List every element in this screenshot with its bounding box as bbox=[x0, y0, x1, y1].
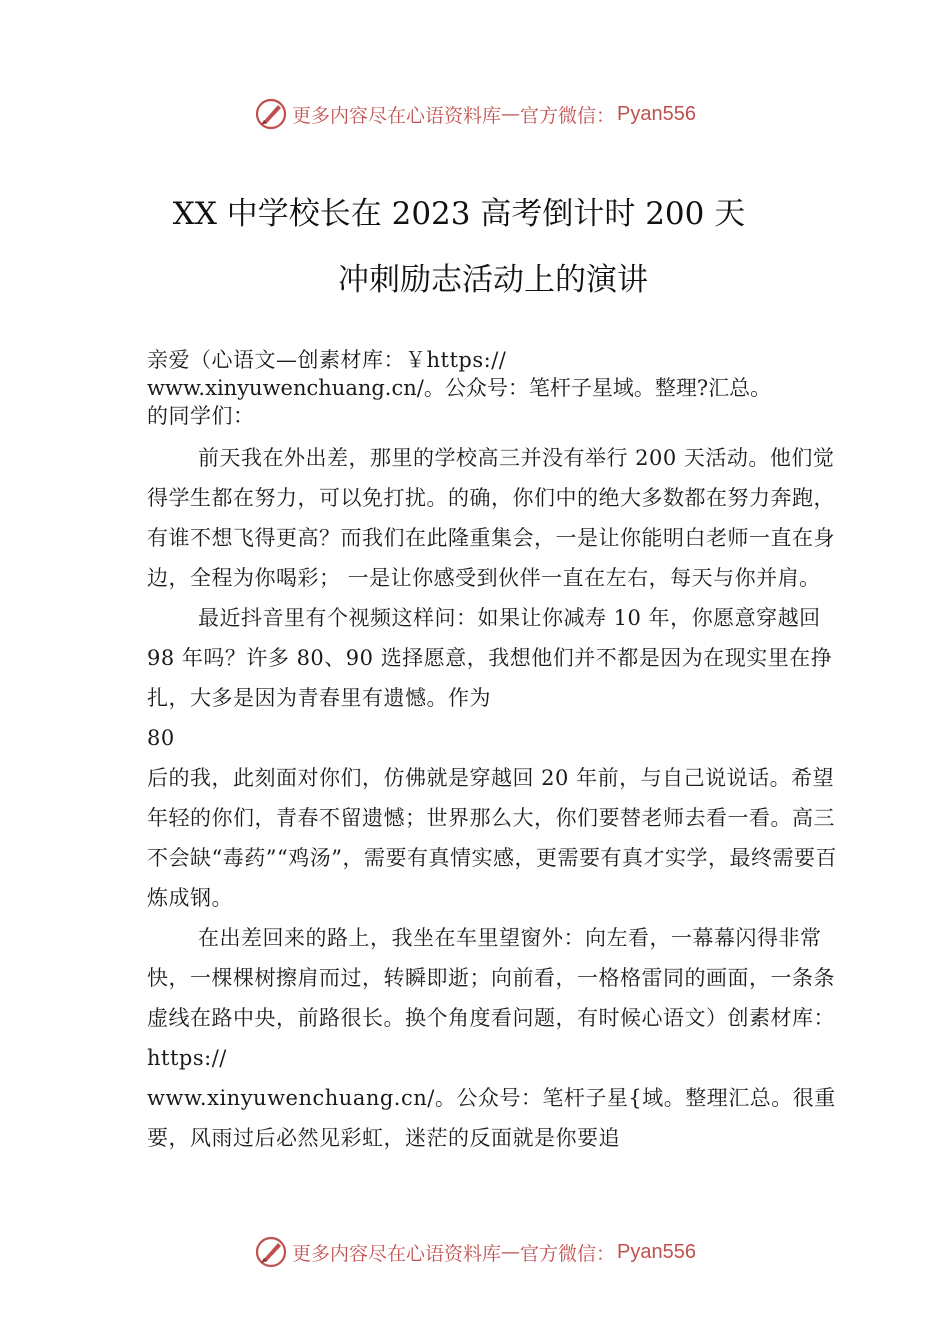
salutation-line: 亲爱（心语文—创素材库：￥https:// bbox=[147, 348, 507, 372]
footer-banner bbox=[0, 1232, 950, 1272]
document-title-line1: XX 中学校长在 2023 高考倒计时 200 天 bbox=[172, 196, 746, 232]
banner-wechat-id: Pyan556 bbox=[617, 102, 696, 125]
header-banner bbox=[0, 94, 950, 134]
document-body bbox=[147, 346, 837, 1158]
banner-dash: — bbox=[501, 1241, 521, 1263]
salutation-line: www.xinyuwenchuang.cn/。公众号：笔杆子星域。整理?汇总。 bbox=[147, 376, 772, 400]
banner-dash: — bbox=[501, 103, 521, 125]
paragraph-1: 前天我在外出差，那里的学校高三并没有举行 200 天活动。他们觉得学生都在努力，可以免打扰。的确，你们中的绝大多数都在努力奔跑，有谁不想飞得更高？而我们在此隆重集会，一是让你能明白老师一直在身边，全程为你喝彩； 一是让你感受到伙伴一直在左右，每天与你并肩。 bbox=[147, 446, 835, 590]
banner-text: 更多内容尽在心语资料库 bbox=[292, 104, 502, 127]
banner-wechat-id: Pyan556 bbox=[617, 1240, 696, 1263]
document-title-line2: 冲刺励志活动上的演讲 bbox=[338, 262, 648, 298]
pen-logo-icon bbox=[254, 1235, 288, 1269]
paragraph-2-number: 80 bbox=[147, 726, 175, 750]
paragraph-2: 最近抖音里有个视频这样问：如果让你减寿 10 年，你愿意穿越回 98 年吗？许多 80、90 选择愿意，我想他们并不都是因为在现实里在挣扎，大多是因为青春里有遗憾。作为 bbox=[147, 606, 833, 710]
banner-wechat-label: 官方微信： bbox=[520, 104, 616, 127]
salutation-line: 的同学们： bbox=[147, 404, 255, 428]
paragraph-2-continued: 后的我，此刻面对你们，仿佛就是穿越回 20 年前，与自己说说话。希望年轻的你们，青春不留遗憾；世界那么大，你们要替老师去看一看。高三不会缺“毒药”“鸡汤”，需要有真情实感，更需要有真才实学，最终需要百炼成钢。 bbox=[147, 766, 837, 910]
banner-text: 更多内容尽在心语资料库 bbox=[292, 1242, 502, 1265]
banner-wechat-label: 官方微信： bbox=[520, 1242, 616, 1265]
paragraph-3-continued: www.xinyuwenchuang.cn/。公众号：笔杆子星{域。整理汇总。很重要，风雨过后必然见彩虹，迷茫的反面就是你要追 bbox=[147, 1086, 836, 1150]
salutation bbox=[147, 346, 837, 430]
paragraph-3: 在出差回来的路上，我坐在车里望窗外：向左看，一幕幕闪得非常快，一棵棵树擦肩而过，转瞬即逝；向前看，一格格雷同的画面，一条条虚线在路中央，前路很长。换个角度看问题，有时候心语文）创素材库：https:// bbox=[147, 926, 835, 1070]
pen-logo-icon bbox=[254, 97, 288, 131]
